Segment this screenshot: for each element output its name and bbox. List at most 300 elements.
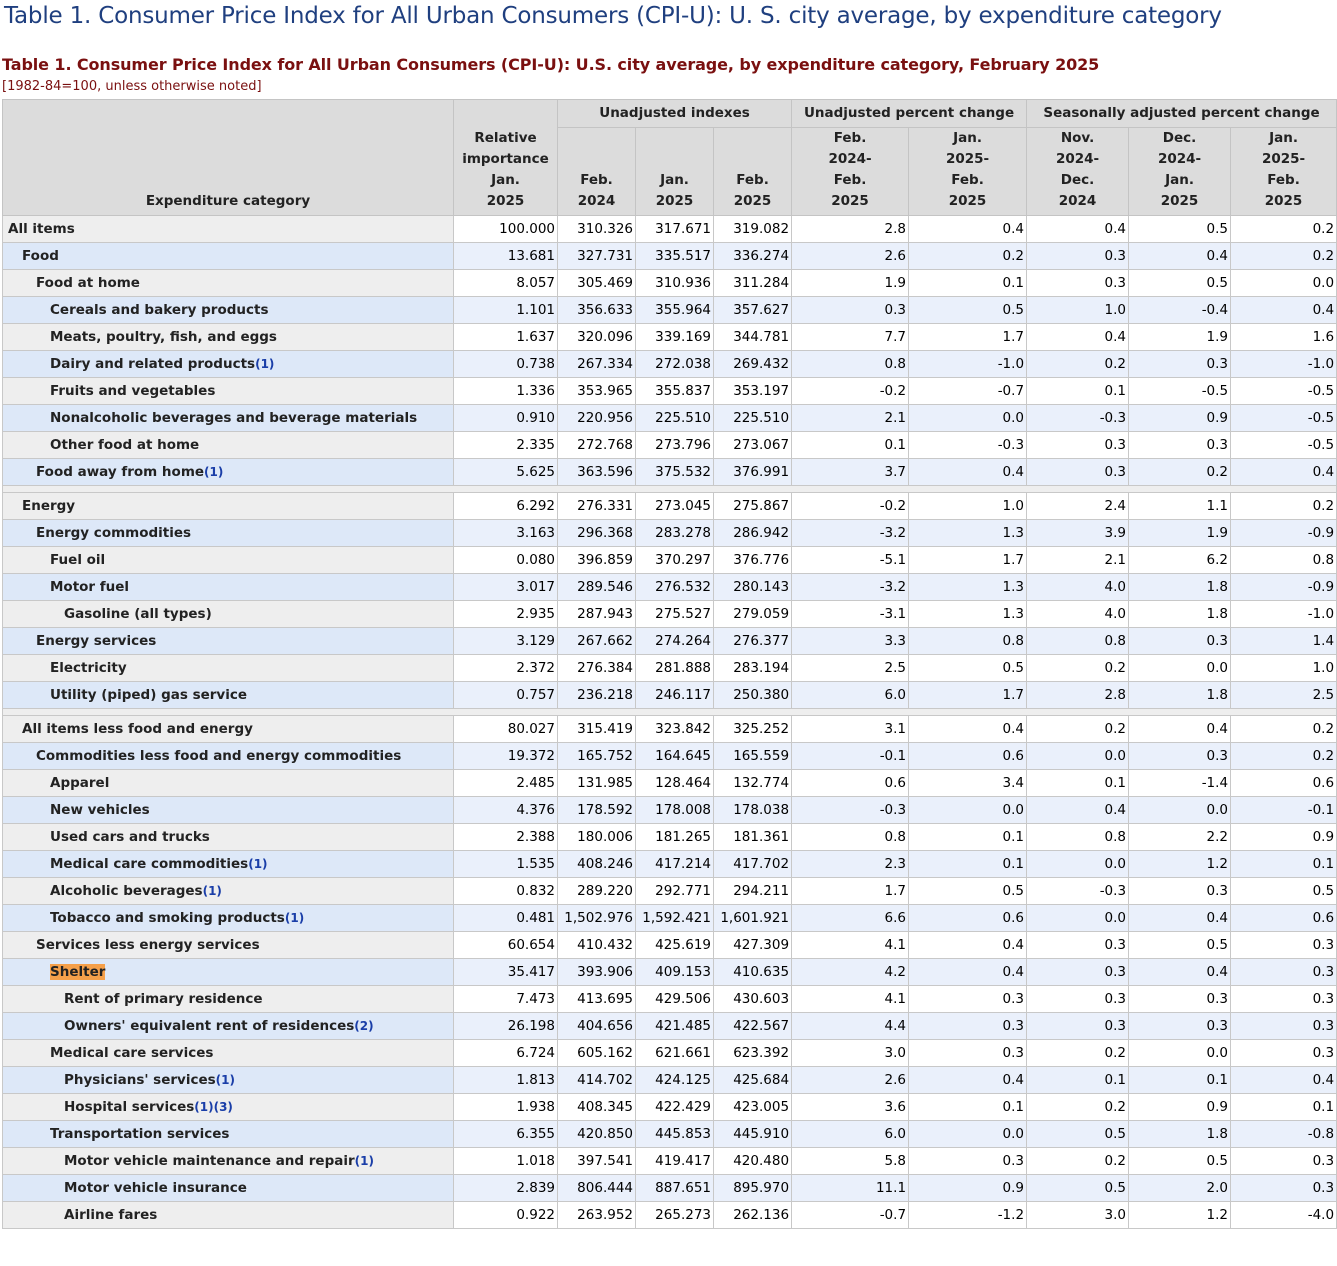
table-row: [3, 628, 1337, 655]
value-cell: 0.3: [1027, 432, 1129, 459]
category-cell: [3, 1121, 454, 1148]
value-cell: 410.432: [558, 932, 636, 959]
category-cell: [3, 1067, 454, 1094]
value-cell: 0.832: [454, 878, 558, 905]
value-cell: 275.527: [636, 601, 714, 628]
category-cell: [3, 959, 454, 986]
category-label: Hospital services: [64, 1099, 195, 1115]
category-cell: [3, 824, 454, 851]
table-row: [3, 905, 1337, 932]
value-cell: 275.867: [714, 493, 792, 520]
value-cell: 263.952: [558, 1202, 636, 1229]
value-cell: 0.9: [1129, 1094, 1231, 1121]
table-row: [3, 493, 1337, 520]
value-cell: 225.510: [714, 405, 792, 432]
value-cell: -1.0: [909, 351, 1027, 378]
value-cell: 0.1: [792, 432, 909, 459]
value-cell: 0.3: [1027, 959, 1129, 986]
value-cell: 0.080: [454, 547, 558, 574]
category-label: Physicians' services: [64, 1072, 216, 1088]
value-cell: -0.5: [1231, 378, 1337, 405]
value-cell: -0.1: [792, 743, 909, 770]
value-cell: 396.859: [558, 547, 636, 574]
value-cell: 0.0: [1027, 905, 1129, 932]
header-group-unadjusted-indexes: Unadjusted indexes: [558, 100, 792, 128]
value-cell: 315.419: [558, 716, 636, 743]
value-cell: 236.218: [558, 682, 636, 709]
value-cell: 3.0: [792, 1040, 909, 1067]
value-cell: 0.3: [909, 986, 1027, 1013]
category-label: New vehicles: [50, 802, 150, 818]
category-label: Meats, poultry, fish, and eggs: [50, 329, 277, 345]
value-cell: 0.4: [909, 459, 1027, 486]
value-cell: 1.2: [1129, 851, 1231, 878]
value-cell: 1.3: [909, 520, 1027, 547]
value-cell: 311.284: [714, 270, 792, 297]
value-cell: 0.4: [1231, 459, 1337, 486]
value-cell: 806.444: [558, 1175, 636, 1202]
value-cell: 131.985: [558, 770, 636, 797]
value-cell: 323.842: [636, 716, 714, 743]
value-cell: 0.1: [909, 270, 1027, 297]
value-cell: 272.768: [558, 432, 636, 459]
value-cell: 420.480: [714, 1148, 792, 1175]
value-cell: 355.964: [636, 297, 714, 324]
value-cell: 5.8: [792, 1148, 909, 1175]
page-title: Table 1. Consumer Price Index for All Urban Consumers (CPI-U): U. S. city average, by expenditure category: [4, 3, 1222, 29]
category-cell: [3, 1094, 454, 1121]
value-cell: 353.197: [714, 378, 792, 405]
value-cell: 2.0: [1129, 1175, 1231, 1202]
value-cell: 0.3: [1231, 1175, 1337, 1202]
value-cell: 4.2: [792, 959, 909, 986]
value-cell: 0.3: [1027, 932, 1129, 959]
footnote-link[interactable]: (3): [213, 1100, 233, 1114]
value-cell: 310.936: [636, 270, 714, 297]
value-cell: -1.0: [1231, 351, 1337, 378]
footnote-link[interactable]: (1): [248, 857, 268, 871]
value-cell: 376.991: [714, 459, 792, 486]
value-cell: 320.096: [558, 324, 636, 351]
value-cell: 0.5: [1129, 216, 1231, 243]
value-cell: 0.3: [1027, 986, 1129, 1013]
value-cell: 279.059: [714, 601, 792, 628]
value-cell: -5.1: [792, 547, 909, 574]
value-cell: 5.625: [454, 459, 558, 486]
value-cell: 2.3: [792, 851, 909, 878]
value-cell: 0.1: [1231, 851, 1337, 878]
cpi-table: [2, 99, 1337, 1229]
spacer-cell: [3, 486, 1337, 493]
value-cell: -3.1: [792, 601, 909, 628]
value-cell: 0.2: [1027, 1040, 1129, 1067]
value-cell: 317.671: [636, 216, 714, 243]
footnote-link[interactable]: (2): [354, 1019, 374, 1033]
value-cell: 0.0: [1129, 655, 1231, 682]
value-cell: 273.045: [636, 493, 714, 520]
table-row: [3, 716, 1337, 743]
value-cell: 0.3: [1027, 1013, 1129, 1040]
value-cell: 0.3: [1129, 432, 1231, 459]
value-cell: 6.6: [792, 905, 909, 932]
value-cell: 0.9: [1129, 405, 1231, 432]
value-cell: 262.136: [714, 1202, 792, 1229]
category-cell: [3, 547, 454, 574]
column-header: Jan. 2025: [636, 128, 714, 216]
value-cell: 165.752: [558, 743, 636, 770]
footnote-link[interactable]: (1): [255, 357, 275, 371]
category-cell: [3, 574, 454, 601]
value-cell: 0.2: [1027, 716, 1129, 743]
value-cell: 164.645: [636, 743, 714, 770]
value-cell: -0.2: [792, 493, 909, 520]
value-cell: 1.8: [1129, 682, 1231, 709]
value-cell: -0.7: [909, 378, 1027, 405]
category-label: Energy services: [36, 633, 157, 649]
value-cell: 344.781: [714, 324, 792, 351]
category-cell: [3, 682, 454, 709]
table-row: [3, 770, 1337, 797]
value-cell: 3.0: [1027, 1202, 1129, 1229]
value-cell: 220.956: [558, 405, 636, 432]
footnote-link[interactable]: (1): [194, 1100, 214, 1114]
value-cell: 1.2: [1129, 1202, 1231, 1229]
value-cell: -0.8: [1231, 1121, 1337, 1148]
category-label: Medical care commodities: [50, 856, 249, 872]
value-cell: 276.331: [558, 493, 636, 520]
value-cell: 35.417: [454, 959, 558, 986]
category-label: Other food at home: [50, 437, 200, 453]
category-cell: [3, 655, 454, 682]
value-cell: -3.2: [792, 574, 909, 601]
category-label: Rent of primary residence: [64, 991, 263, 1007]
category-label: Transportation services: [50, 1126, 230, 1142]
value-cell: 0.4: [1129, 959, 1231, 986]
value-cell: 1.637: [454, 324, 558, 351]
value-cell: 4.4: [792, 1013, 909, 1040]
value-cell: 19.372: [454, 743, 558, 770]
value-cell: 0.2: [1231, 216, 1337, 243]
value-cell: 0.2: [1027, 1148, 1129, 1175]
value-cell: 246.117: [636, 682, 714, 709]
table-row: [3, 959, 1337, 986]
value-cell: 178.008: [636, 797, 714, 824]
value-cell: 404.656: [558, 1013, 636, 1040]
value-cell: 445.910: [714, 1121, 792, 1148]
value-cell: 895.970: [714, 1175, 792, 1202]
value-cell: 0.6: [1231, 770, 1337, 797]
value-cell: 1.101: [454, 297, 558, 324]
value-cell: 2.335: [454, 432, 558, 459]
value-cell: 417.702: [714, 851, 792, 878]
category-cell: [3, 243, 454, 270]
value-cell: 6.0: [792, 1121, 909, 1148]
category-cell: [3, 743, 454, 770]
table-body: [3, 216, 1337, 1229]
value-cell: 0.3: [1129, 628, 1231, 655]
value-cell: 355.837: [636, 378, 714, 405]
value-cell: 60.654: [454, 932, 558, 959]
value-cell: 0.4: [909, 716, 1027, 743]
table-row: [3, 547, 1337, 574]
value-cell: 11.1: [792, 1175, 909, 1202]
value-cell: -0.7: [792, 1202, 909, 1229]
value-cell: 0.0: [1027, 851, 1129, 878]
value-cell: 280.143: [714, 574, 792, 601]
table-row: [3, 1121, 1337, 1148]
value-cell: -0.5: [1129, 378, 1231, 405]
category-cell: [3, 405, 454, 432]
value-cell: 1.9: [792, 270, 909, 297]
value-cell: 393.906: [558, 959, 636, 986]
table-row: [3, 797, 1337, 824]
column-header: Dec. 2024- Jan. 2025: [1129, 128, 1231, 216]
category-cell: [3, 1175, 454, 1202]
value-cell: 100.000: [454, 216, 558, 243]
value-cell: 0.4: [1231, 1067, 1337, 1094]
value-cell: 0.4: [1027, 797, 1129, 824]
value-cell: 0.2: [1231, 493, 1337, 520]
value-cell: 289.220: [558, 878, 636, 905]
value-cell: 296.368: [558, 520, 636, 547]
value-cell: 2.485: [454, 770, 558, 797]
category-cell: [3, 905, 454, 932]
value-cell: 6.724: [454, 1040, 558, 1067]
value-cell: 6.292: [454, 493, 558, 520]
value-cell: 0.1: [1231, 1094, 1337, 1121]
value-cell: 3.9: [1027, 520, 1129, 547]
value-cell: 0.3: [1231, 1040, 1337, 1067]
value-cell: -0.3: [1027, 878, 1129, 905]
value-cell: 283.194: [714, 655, 792, 682]
value-cell: 2.388: [454, 824, 558, 851]
table-row: [3, 878, 1337, 905]
value-cell: 0.3: [1129, 743, 1231, 770]
footnote-link[interactable]: (1): [354, 1154, 374, 1168]
footnote-link[interactable]: (1): [284, 911, 305, 925]
value-cell: 165.559: [714, 743, 792, 770]
category-cell: [3, 270, 454, 297]
category-label: Motor vehicle insurance: [64, 1180, 247, 1196]
value-cell: 276.377: [714, 628, 792, 655]
value-cell: 0.3: [1027, 243, 1129, 270]
value-cell: 3.3: [792, 628, 909, 655]
value-cell: 419.417: [636, 1148, 714, 1175]
value-cell: 1.1: [1129, 493, 1231, 520]
value-cell: 2.4: [1027, 493, 1129, 520]
category-label: Food: [22, 248, 59, 264]
value-cell: 7.7: [792, 324, 909, 351]
category-cell: [3, 493, 454, 520]
value-cell: 1.813: [454, 1067, 558, 1094]
category-cell: [3, 628, 454, 655]
value-cell: 0.4: [1231, 297, 1337, 324]
spacer-cell: [3, 709, 1337, 716]
value-cell: 0.3: [909, 1040, 1027, 1067]
value-cell: 0.3: [1027, 459, 1129, 486]
value-cell: 2.8: [1027, 682, 1129, 709]
category-label: Gasoline (all types): [64, 606, 212, 622]
value-cell: 414.702: [558, 1067, 636, 1094]
table-row: [3, 824, 1337, 851]
value-cell: 1.938: [454, 1094, 558, 1121]
table-row: [3, 743, 1337, 770]
value-cell: 0.5: [1129, 270, 1231, 297]
value-cell: 0.6: [792, 770, 909, 797]
category-label: Alcoholic beverages: [50, 883, 203, 899]
value-cell: 0.3: [1231, 959, 1337, 986]
footnote-link[interactable]: (1): [204, 465, 224, 479]
value-cell: 0.3: [909, 1013, 1027, 1040]
value-cell: 0.3: [1129, 351, 1231, 378]
category-cell: [3, 851, 454, 878]
value-cell: 425.619: [636, 932, 714, 959]
category-label: Electricity: [50, 660, 127, 676]
value-cell: 3.4: [909, 770, 1027, 797]
value-cell: 0.5: [909, 297, 1027, 324]
value-cell: 0.4: [1129, 905, 1231, 932]
table-row: [3, 459, 1337, 486]
category-cell: [3, 601, 454, 628]
value-cell: 0.8: [1027, 628, 1129, 655]
value-cell: 422.429: [636, 1094, 714, 1121]
table-row: [3, 520, 1337, 547]
category-cell: [3, 1040, 454, 1067]
value-cell: 429.506: [636, 986, 714, 1013]
value-cell: 292.771: [636, 878, 714, 905]
value-cell: 3.129: [454, 628, 558, 655]
value-cell: 128.464: [636, 770, 714, 797]
value-cell: 1,592.421: [636, 905, 714, 932]
table-row: [3, 378, 1337, 405]
value-cell: 445.853: [636, 1121, 714, 1148]
value-cell: 2.8: [792, 216, 909, 243]
column-header: Feb. 2025: [714, 128, 792, 216]
table-row: [3, 216, 1337, 243]
footnote-link[interactable]: (1): [202, 884, 222, 898]
value-cell: -0.3: [909, 432, 1027, 459]
value-cell: 0.8: [1027, 824, 1129, 851]
value-cell: 420.850: [558, 1121, 636, 1148]
category-cell: [3, 797, 454, 824]
category-cell: [3, 1148, 454, 1175]
value-cell: 283.278: [636, 520, 714, 547]
table-row: [3, 1040, 1337, 1067]
table-row: [3, 986, 1337, 1013]
value-cell: 0.1: [1027, 770, 1129, 797]
table-row: [3, 574, 1337, 601]
value-cell: -3.2: [792, 520, 909, 547]
value-cell: 3.1: [792, 716, 909, 743]
value-cell: 621.661: [636, 1040, 714, 1067]
value-cell: 3.6: [792, 1094, 909, 1121]
value-cell: 408.345: [558, 1094, 636, 1121]
value-cell: 225.510: [636, 405, 714, 432]
section-spacer: [3, 709, 1337, 716]
value-cell: 2.372: [454, 655, 558, 682]
value-cell: 250.380: [714, 682, 792, 709]
value-cell: 0.8: [909, 628, 1027, 655]
value-cell: 0.3: [1231, 1013, 1337, 1040]
header-group-seasonally-adjusted-percent-change: Seasonally adjusted percent change: [1027, 100, 1337, 128]
value-cell: 0.0: [909, 1121, 1027, 1148]
column-header: Feb. 2024- Feb. 2025: [792, 128, 909, 216]
value-cell: 423.005: [714, 1094, 792, 1121]
value-cell: 132.774: [714, 770, 792, 797]
value-cell: 0.757: [454, 682, 558, 709]
value-cell: -0.9: [1231, 520, 1337, 547]
value-cell: 1.7: [909, 682, 1027, 709]
value-cell: 0.6: [909, 743, 1027, 770]
value-cell: 1.7: [909, 324, 1027, 351]
category-label: Tobacco and smoking products: [50, 910, 285, 926]
table-row: [3, 655, 1337, 682]
table-row: [3, 1175, 1337, 1202]
category-label: Dairy and related products: [50, 356, 256, 372]
value-cell: 1.4: [1231, 628, 1337, 655]
header-group-unadjusted-percent-change: Unadjusted percent change: [792, 100, 1027, 128]
value-cell: 273.067: [714, 432, 792, 459]
value-cell: -0.5: [1231, 405, 1337, 432]
value-cell: 1,502.976: [558, 905, 636, 932]
value-cell: 410.635: [714, 959, 792, 986]
value-cell: 0.3: [1129, 986, 1231, 1013]
value-cell: 2.839: [454, 1175, 558, 1202]
value-cell: 427.309: [714, 932, 792, 959]
category-cell: [3, 932, 454, 959]
category-label: All items less food and energy: [22, 721, 253, 737]
value-cell: 0.5: [1027, 1175, 1129, 1202]
category-label: Food at home: [36, 275, 140, 291]
value-cell: 0.5: [1129, 1148, 1231, 1175]
category-label: Energy: [22, 498, 76, 514]
value-cell: 6.355: [454, 1121, 558, 1148]
column-header: Nov. 2024- Dec. 2024: [1027, 128, 1129, 216]
value-cell: 4.1: [792, 932, 909, 959]
footnote-link[interactable]: (1): [215, 1073, 235, 1087]
category-label: Cereals and bakery products: [50, 302, 269, 318]
value-cell: 1.336: [454, 378, 558, 405]
value-cell: 409.153: [636, 959, 714, 986]
category-cell: [3, 1202, 454, 1229]
value-cell: 1.018: [454, 1148, 558, 1175]
value-cell: 1,601.921: [714, 905, 792, 932]
category-cell: [3, 378, 454, 405]
value-cell: 339.169: [636, 324, 714, 351]
value-cell: 0.1: [1027, 378, 1129, 405]
value-cell: 273.796: [636, 432, 714, 459]
value-cell: 2.5: [792, 655, 909, 682]
category-label: Fuel oil: [50, 552, 106, 568]
value-cell: 0.2: [1231, 243, 1337, 270]
value-cell: 1.3: [909, 574, 1027, 601]
value-cell: 2.2: [1129, 824, 1231, 851]
value-cell: 605.162: [558, 1040, 636, 1067]
value-cell: 0.1: [1129, 1067, 1231, 1094]
value-cell: 408.246: [558, 851, 636, 878]
header-relative-importance: Relative importance Jan. 2025: [454, 100, 558, 216]
value-cell: 281.888: [636, 655, 714, 682]
value-cell: 0.4: [1129, 716, 1231, 743]
table-row: [3, 324, 1337, 351]
value-cell: 178.038: [714, 797, 792, 824]
value-cell: 180.006: [558, 824, 636, 851]
value-cell: 80.027: [454, 716, 558, 743]
table-subcaption: [1982-84=100, unless otherwise noted]: [2, 79, 262, 94]
table-row: [3, 351, 1337, 378]
value-cell: 289.546: [558, 574, 636, 601]
category-cell: [3, 351, 454, 378]
